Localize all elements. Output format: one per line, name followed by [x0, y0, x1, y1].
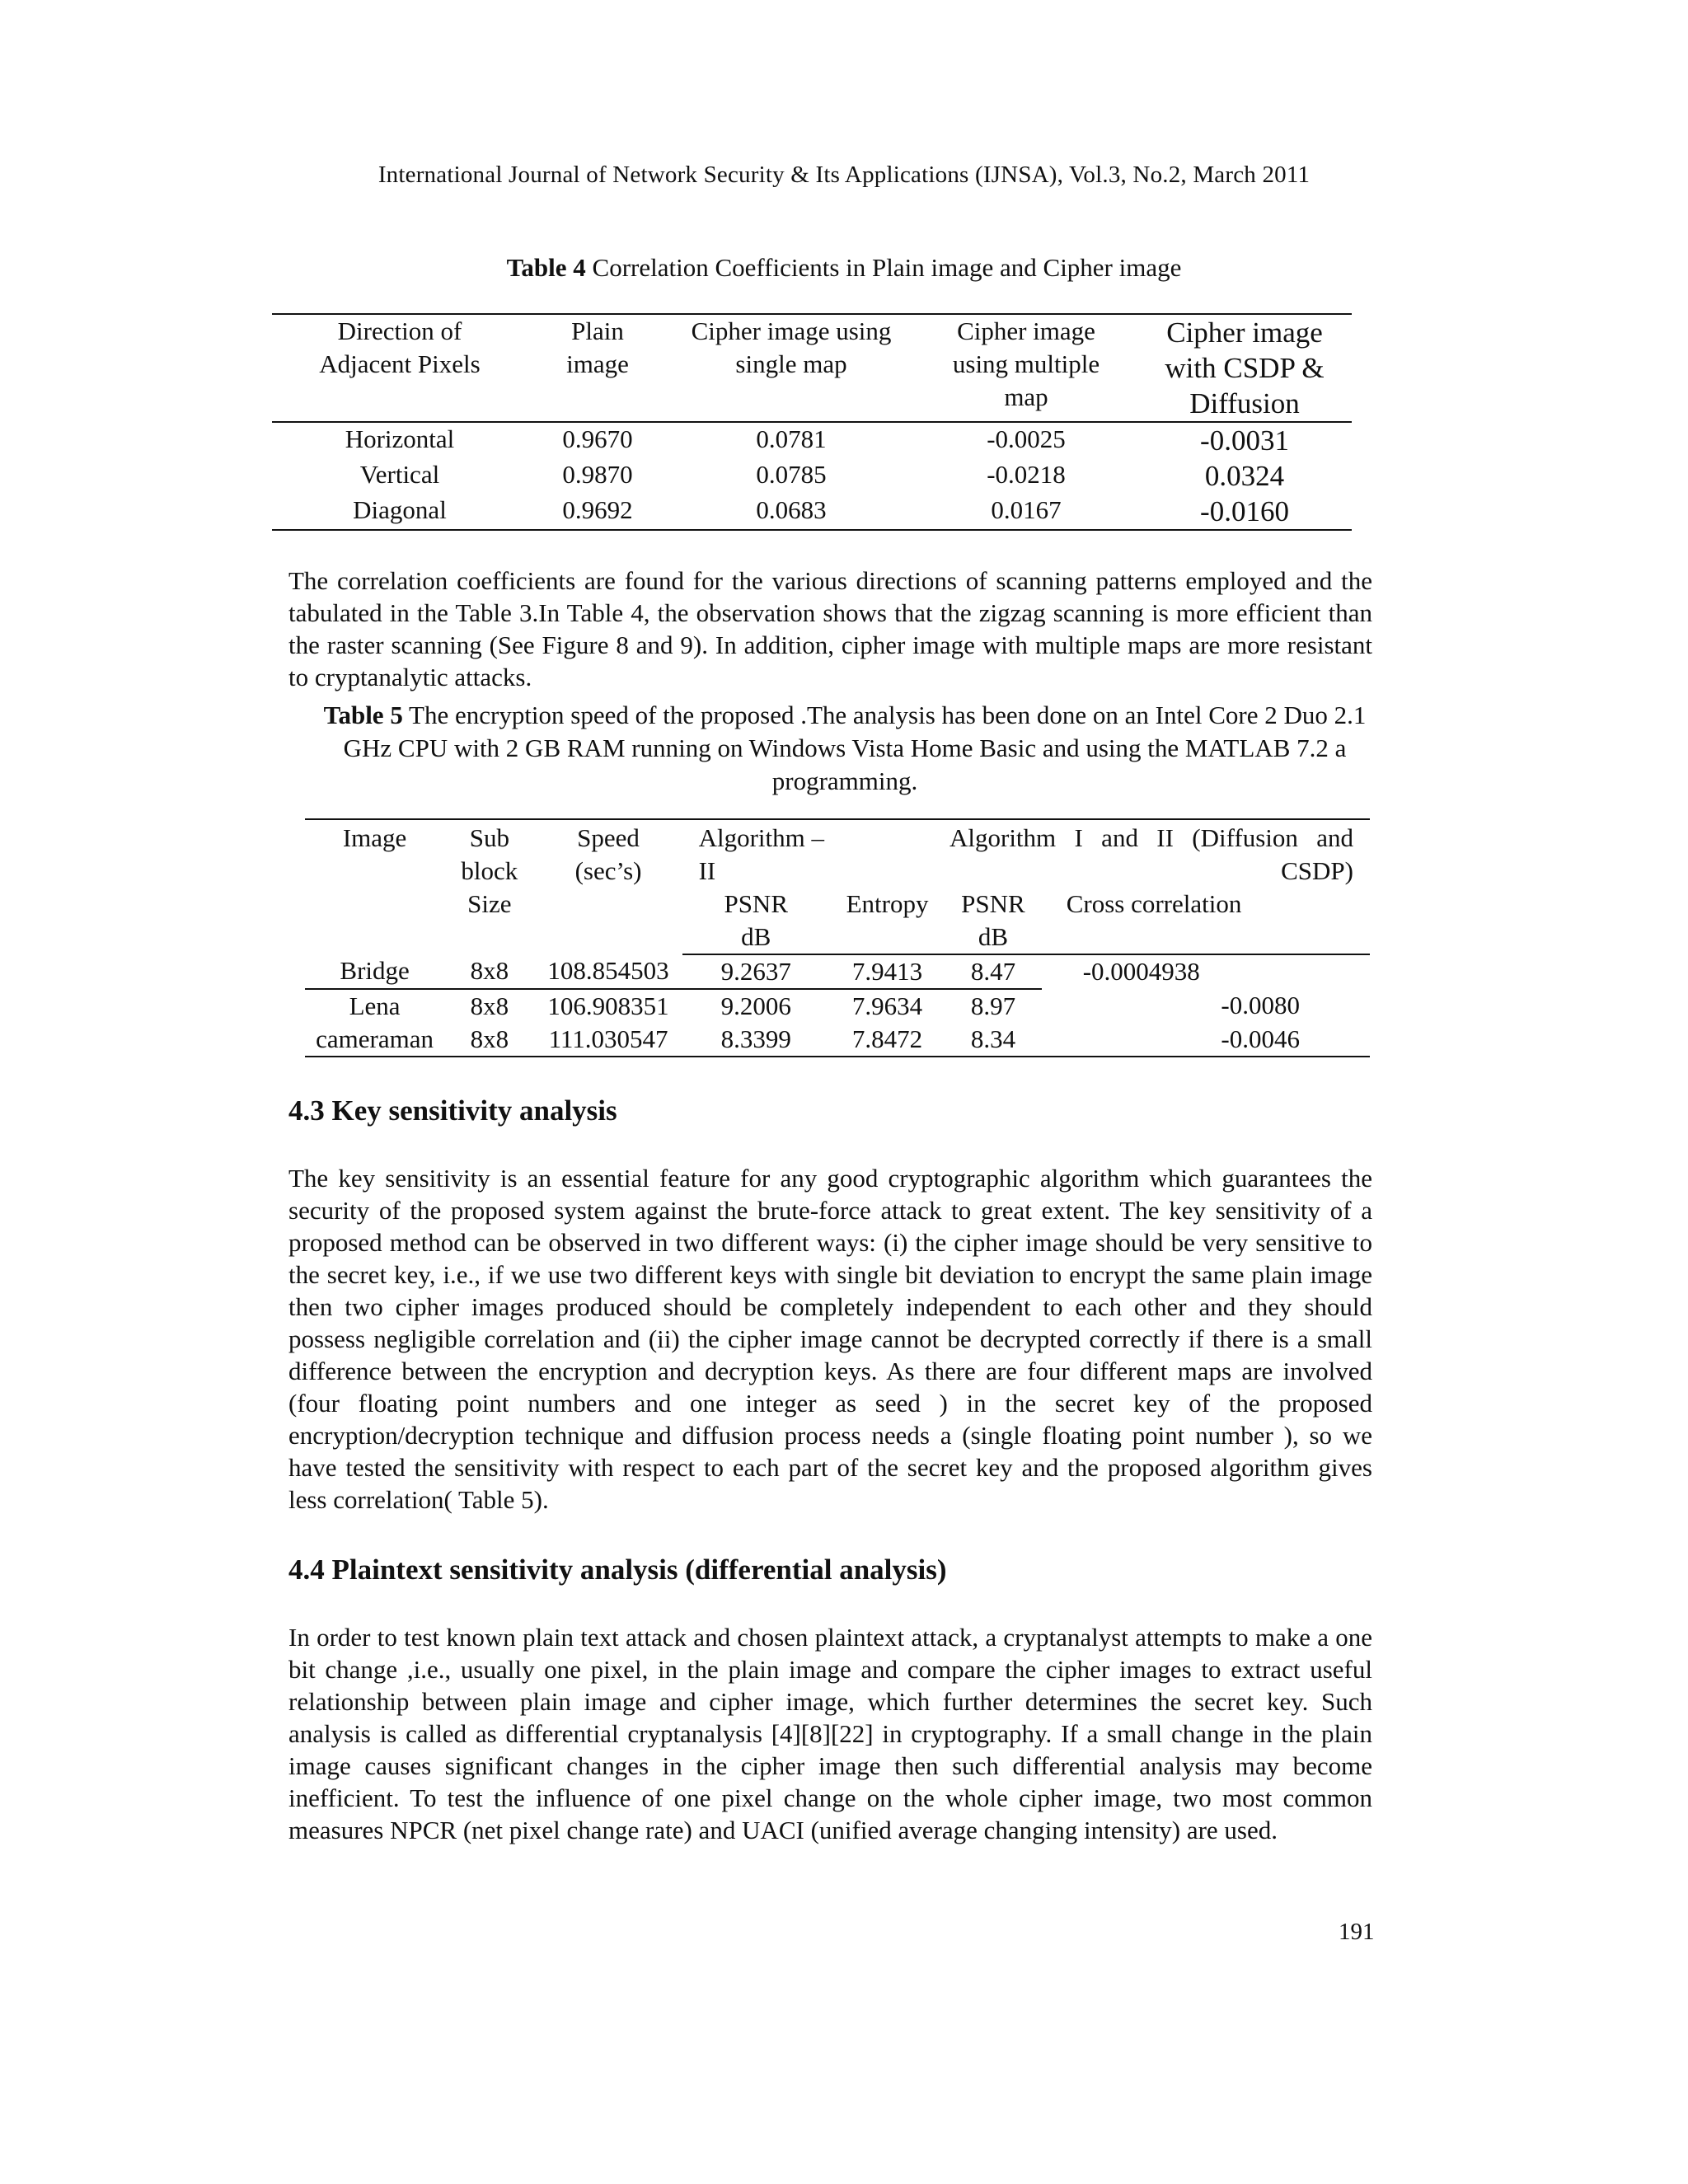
table4-header-row — [272, 314, 1352, 422]
table5-cell: 8x8 — [444, 989, 534, 1023]
table5-cell: 9.2006 — [682, 989, 830, 1023]
table5-header-image: Image — [305, 819, 444, 954]
table4-header: Cipher image using multiple map — [915, 314, 1137, 422]
table5-header-cross: Cross correlation — [1042, 888, 1370, 954]
table5-header-entropy: Entropy — [830, 888, 945, 954]
table4-cell: -0.0031 — [1200, 424, 1289, 457]
table-row — [305, 954, 1370, 989]
table5-cell: 108.854503 — [547, 956, 669, 985]
table5-cell: 8.97 — [945, 989, 1042, 1023]
table5-cell: 7.9634 — [830, 989, 945, 1023]
table5-cell: 7.8472 — [830, 1023, 945, 1057]
table5-cell: cameraman — [305, 1023, 444, 1057]
table4-cell: 0.0781 — [756, 424, 827, 453]
table-row — [305, 1023, 1370, 1057]
table4-header: Plain image — [528, 314, 668, 422]
table5-header-subblock: Sub block Size — [444, 819, 534, 954]
section-heading-4-4: 4.4 Plaintext sensitivity analysis (differential analysis) — [288, 1554, 947, 1586]
table5-cell: 9.2637 — [720, 957, 791, 986]
table5-header-alg12 — [830, 819, 1370, 888]
table5-caption — [297, 699, 1393, 798]
table5 — [305, 818, 1370, 1057]
table5-caption-text: The encryption speed of the proposed .The analysis has been done on an Intel Core 2 Duo 2.1 GHz CPU with 2 GB RAM running on Windows Vista Home Basic and using the MATLAB 7.2 a programming. — [343, 701, 1367, 795]
paragraph-key-sensitivity: The key sensitivity is an essential feature for any good cryptographic algorithm which guarantees the security of the proposed system against the brute-force attack to great extent. The key sensitivity of a proposed method can be observed in two different ways: (i) the cipher image should be very sensitive to the secret key, i.e., if we use two different keys with single bit deviation to encrypt the same plain image then two cipher images produced should be completely independent to each other and they should possess negligible correlation and (ii) the cipher image cannot be decrypted correctly if there is a small difference between the encryption and decryption keys. As there are four different maps are involved (four floating point numbers and one integer as seed ) in the secret key of the proposed encryption/decryption technique and diffusion process needs a (single floating point number ), so we have tested the sensitivity with respect to each part of the secret key and the proposed algorithm gives less correlation( Table 5). — [288, 1164, 1372, 1514]
page-number: 191 — [1339, 1919, 1375, 1945]
table5-label: Table 5 — [323, 701, 403, 729]
paragraph-correlation: The correlation coefficients are found for the various directions of scanning patterns employed and the tabulated in the Table 3.In Table 4, the observation shows that the zigzag scanning is more efficient than the raster scanning (See Figure 8 and 9). In addition, cipher image with multiple maps are more resistant to cryptanalytic attacks. — [288, 566, 1372, 691]
table4-header: Cipher image with CSDP & Diffusion — [1137, 314, 1352, 422]
table5-header-psnr2: PSNR dB — [945, 888, 1042, 954]
table4-header: Direction of Adjacent Pixels — [272, 314, 528, 422]
table5-cell: 8x8 — [470, 956, 509, 985]
table5-cell: Lena — [305, 989, 444, 1023]
table5-header-psnr: PSNR dB — [682, 888, 830, 954]
table4-cell: Diagonal — [272, 494, 528, 530]
table-row — [305, 989, 1370, 1023]
journal-header: International Journal of Network Security & Its Applications (IJNSA), Vol.3, No.2, March 2011 — [377, 162, 1311, 188]
table4-cell: 0.0324 — [1204, 460, 1285, 492]
table4-cell: 0.0683 — [668, 494, 915, 530]
section-heading-4-3: 4.3 Key sensitivity analysis — [288, 1094, 617, 1127]
table5-cell: -0.0046 — [1042, 1023, 1370, 1057]
table4-caption — [0, 251, 1688, 284]
table5-cell: 8.34 — [945, 1023, 1042, 1057]
table5-header-alg12-text: Algorithm I and II (Diffusion and CSDP) — [950, 823, 1353, 885]
table5-cell: 7.9413 — [851, 957, 923, 986]
table5-cell: 8x8 — [444, 1023, 534, 1057]
table5-cell: -0.0080 — [1221, 991, 1300, 1019]
table4-cell: 0.0167 — [915, 494, 1137, 530]
table-row — [272, 422, 1352, 458]
table4-cell: -0.0160 — [1137, 494, 1352, 530]
table5-header-alg2: Algorithm –II — [682, 819, 830, 888]
table4-header: Cipher image using single map — [668, 314, 915, 422]
table5-header-row — [305, 819, 1370, 888]
table4 — [272, 313, 1352, 531]
table5-cell: -0.0004938 — [1082, 957, 1200, 986]
table4-cell: Vertical — [359, 460, 440, 489]
table5-header-speed: Speed (sec’s) — [535, 819, 682, 954]
table4-cell: -0.0025 — [987, 424, 1066, 453]
table-row — [272, 494, 1352, 530]
table5-cell: 8.3399 — [682, 1023, 830, 1057]
table5-cell: 8.47 — [970, 957, 1016, 986]
paragraph-plaintext-sensitivity: In order to test known plain text attack and chosen plaintext attack, a cryptanalyst attempts to make a one bit change ,i.e., usually one pixel, in the plain image and compare the cipher images to extract useful relationship between plain image and cipher image, which further determines the secret key. Such analysis is called as differential cryptanalysis [4][8][22] in cryptography. If a small change in the plain image causes significant changes in the cipher image then such differential analysis may become inefficient. To test the influence of one pixel change on the whole cipher image, two most common measures NPCR (net pixel change rate) and UACI (unified average changing intensity) are used. — [288, 1623, 1372, 1844]
table5-cell: Bridge — [340, 956, 410, 985]
table4-cell: 0.9692 — [528, 494, 668, 530]
table4-cell: 0.9870 — [562, 460, 633, 489]
table4-cell: -0.0218 — [987, 460, 1066, 489]
table4-cell: 0.9670 — [562, 424, 633, 453]
table5-cell: 111.030547 — [535, 1023, 682, 1057]
table4-cell: 0.0785 — [756, 460, 827, 489]
table4-label: Table 4 — [506, 253, 586, 282]
table4-cell: Horizontal — [345, 424, 455, 453]
table4-caption-text: Correlation Coefficients in Plain image and Cipher image — [592, 253, 1182, 282]
table5-cell: 106.908351 — [535, 989, 682, 1023]
table-row — [272, 458, 1352, 494]
